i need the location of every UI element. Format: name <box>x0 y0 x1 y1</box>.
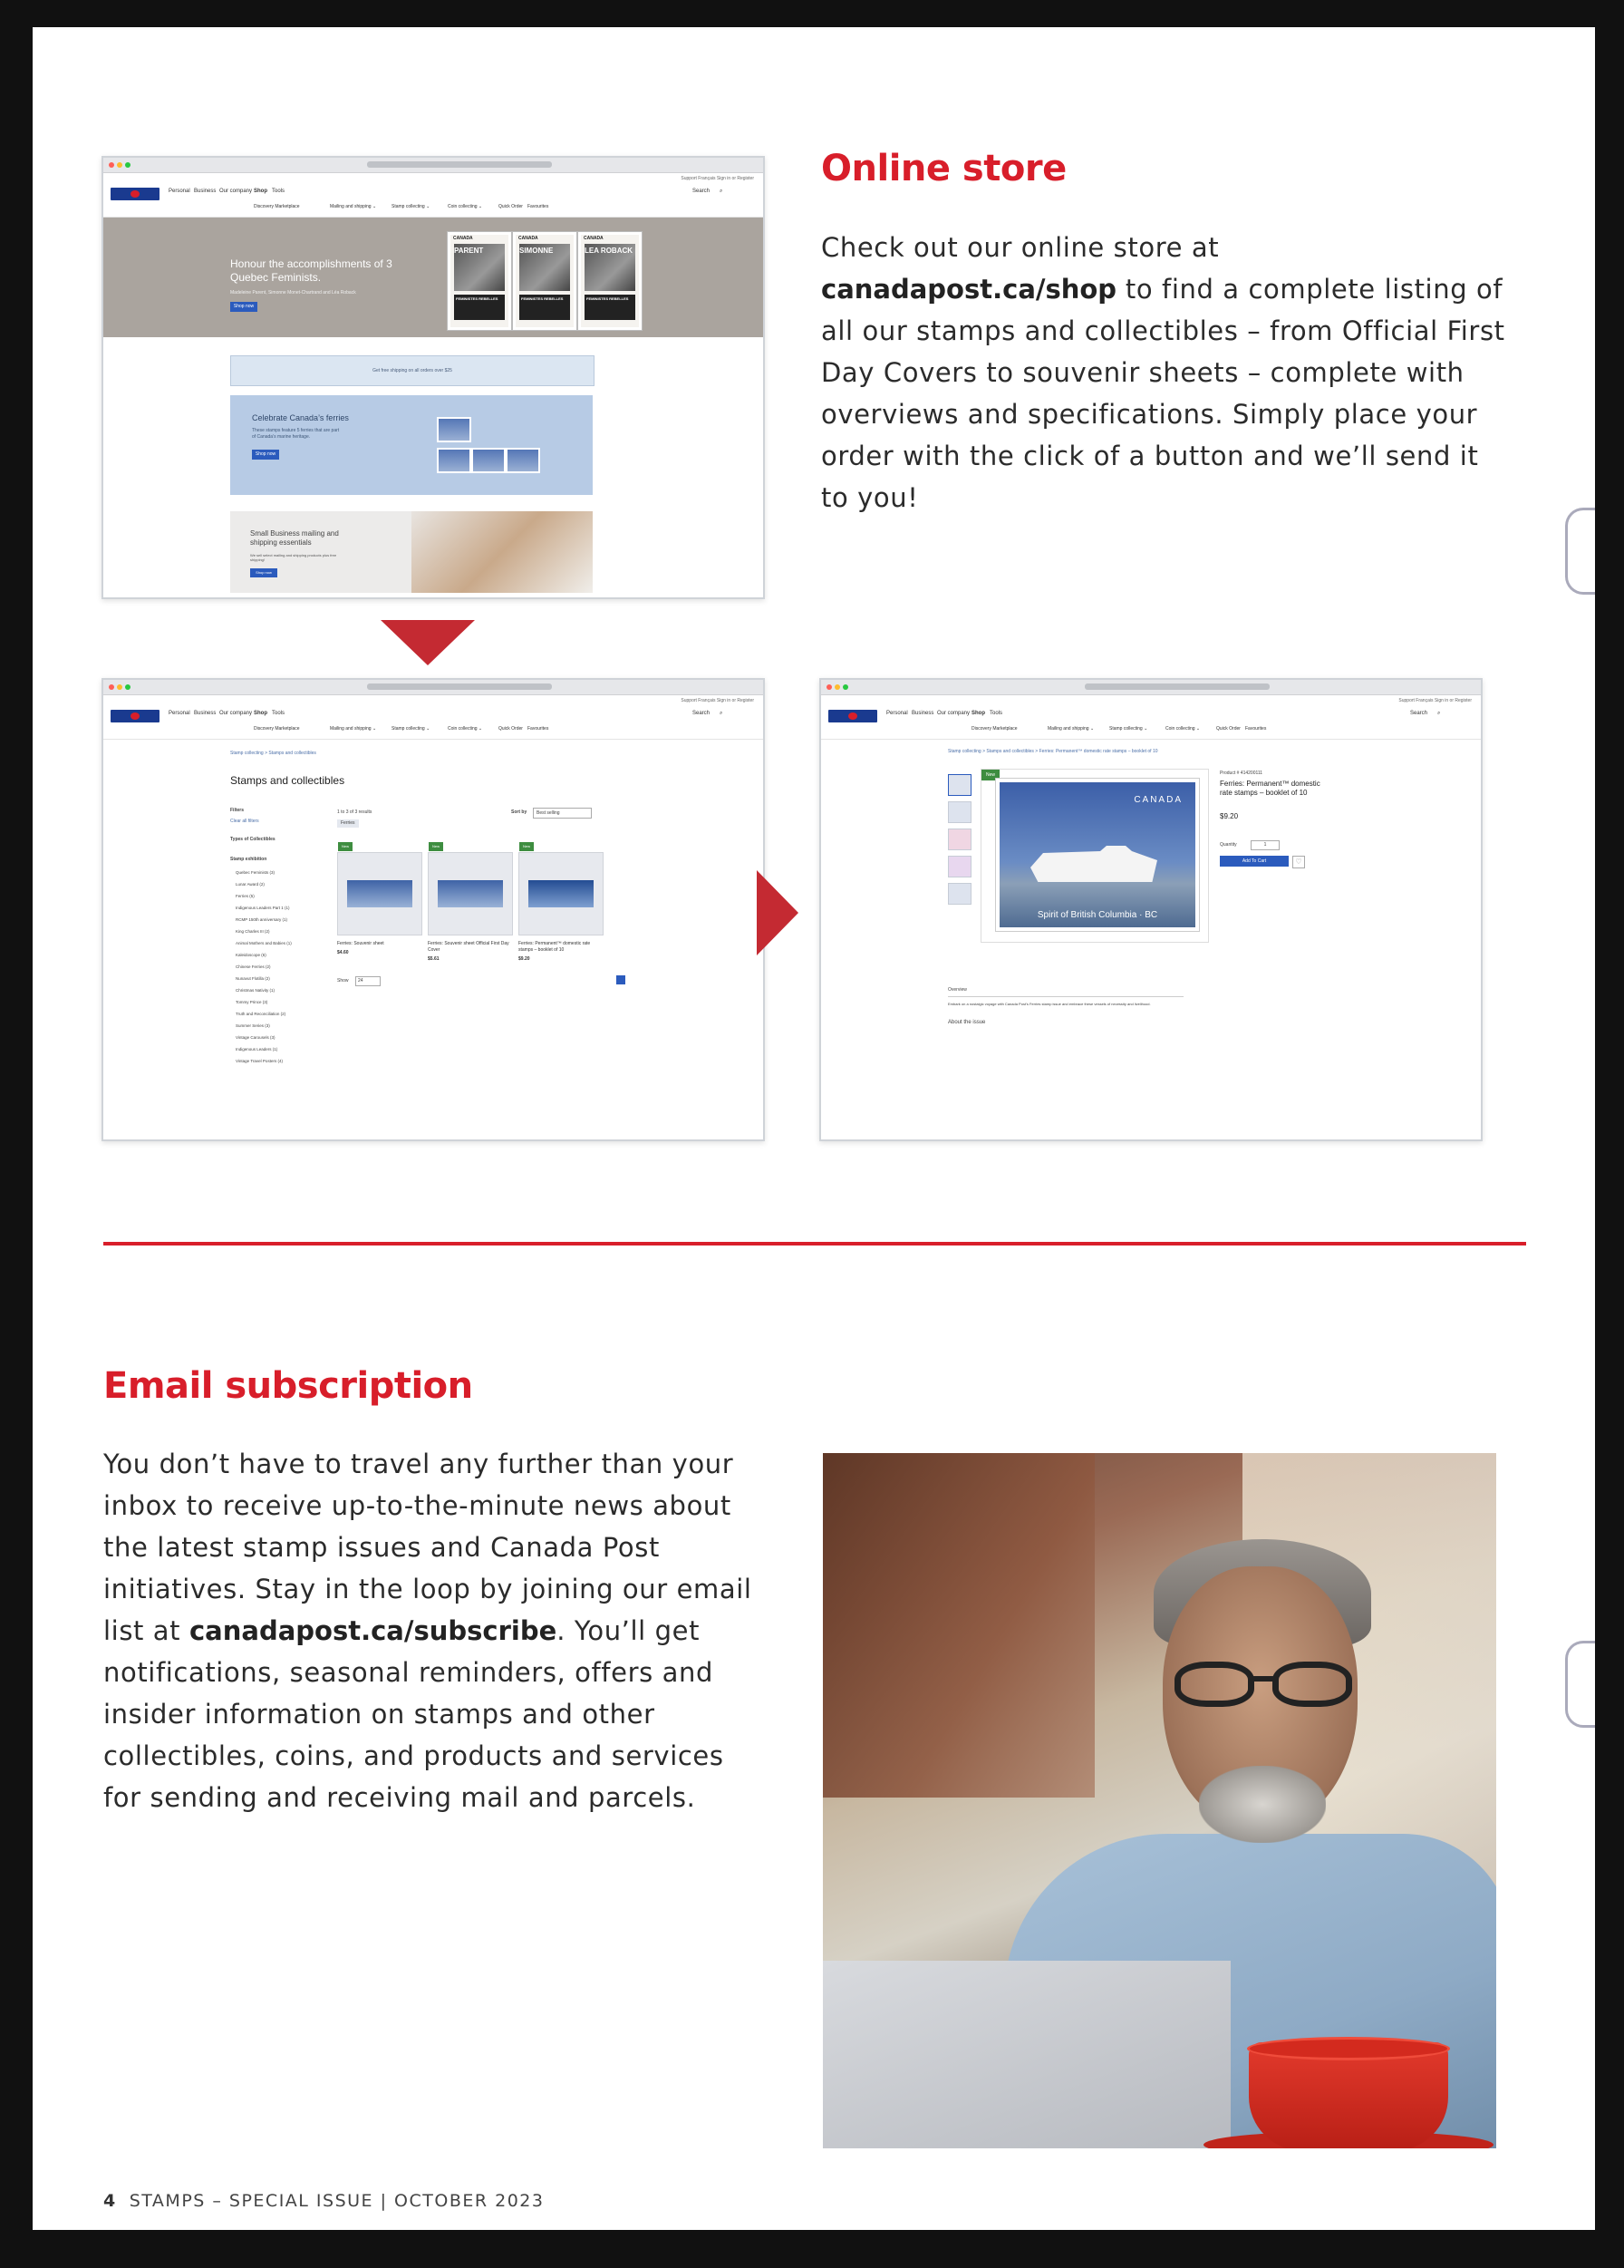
subnav-stamp-collecting[interactable]: Stamp collecting ⌄ <box>392 204 430 209</box>
beard <box>1199 1766 1326 1843</box>
show-select[interactable]: 24 <box>355 976 381 986</box>
utility-links[interactable]: Support Français Sign in or Register <box>1398 698 1472 703</box>
search-label[interactable]: Search <box>692 711 710 716</box>
result-count: 1 to 3 of 3 results <box>337 809 372 815</box>
product-name: Ferries: Permanent™ domestic rate stamps – booklet of 10 <box>1220 780 1320 797</box>
product-price: $4.60 <box>337 950 349 955</box>
subscribe-link[interactable]: canadapost.ca/subscribe <box>188 1615 557 1646</box>
minimize-dot-icon <box>117 684 122 690</box>
red-cup-rim <box>1247 2037 1450 2060</box>
subnav-mailing[interactable]: Mailing and shipping ⌄ <box>330 204 377 209</box>
new-badge: New <box>429 842 443 851</box>
filter-item[interactable]: Vintage Travel Posters (4) <box>236 1059 283 1063</box>
maximize-dot-icon <box>125 684 130 690</box>
ferries-promo <box>230 395 593 495</box>
subnav-quick-order[interactable]: Quick Order <box>498 726 523 732</box>
ferry-ship-shape <box>1030 846 1157 882</box>
subnav-stamp-collecting[interactable]: Stamp collecting ⌄ <box>1109 726 1148 732</box>
overview-heading[interactable]: Overview <box>948 984 1184 997</box>
stamp-country: CANADA <box>1134 795 1183 805</box>
product-name[interactable]: Ferries: Permanent™ domestic rate stamps – booklet of 10 <box>518 941 591 953</box>
page-title: Stamps and collectibles <box>230 774 345 787</box>
thumbnail[interactable] <box>948 883 972 905</box>
email-subscription-body <box>103 1443 756 1818</box>
email-body-post: . You’ll get notifications, seasonal reminders, offers and insider information on stamps and other collectibles, coins, and products and services for sending and receiving mail and parcels. <box>103 1615 724 1813</box>
stamp-exhibition-heading[interactable]: Stamp exhibition <box>230 857 267 862</box>
brick-wall <box>823 1453 1095 1798</box>
nav-shop[interactable]: Shop <box>972 711 985 716</box>
nav-tools[interactable]: Tools <box>272 189 285 194</box>
product-image <box>347 880 412 907</box>
product-card[interactable] <box>428 844 513 935</box>
filter-item[interactable]: Animal Mothers and Babies (1) <box>236 941 292 945</box>
utility-links[interactable]: Support Français Sign in or Register <box>681 698 754 703</box>
about-issue-heading: About the issue <box>948 1020 986 1025</box>
subnav-favourites[interactable]: Favourites <box>527 726 549 732</box>
filter-item[interactable]: Summer Series (3) <box>236 1023 270 1028</box>
stamp-simonne <box>513 232 576 330</box>
section-divider <box>103 1242 1526 1245</box>
product-card[interactable] <box>518 844 604 935</box>
product-name[interactable]: Ferries: Souvenir sheet Official First Day Cover <box>428 941 509 953</box>
url-bar[interactable] <box>1085 683 1270 690</box>
binder-clip-icon <box>1565 508 1595 595</box>
clear-filters-link[interactable]: Clear all filters <box>230 819 259 824</box>
ferries-subtitle: These stamps feature 5 ferries that are part of Canada’s marine heritage. <box>252 428 340 440</box>
online-store-body <box>821 227 1510 519</box>
breadcrumb[interactable]: Stamp collecting > Stamps and collectibles > Ferries: Permanent™ domestic rate stamps – booklet of 10 <box>948 749 1158 754</box>
stamp-name: LEA ROBACK <box>585 247 633 255</box>
sort-label: Sort by <box>511 809 527 815</box>
stamp-name: SIMONNE <box>519 247 554 255</box>
quantity-stepper[interactable]: 1 <box>1251 840 1280 850</box>
subnav-coin-collecting[interactable]: Coin collecting ⌄ <box>448 204 483 209</box>
quantity-label: Quantity <box>1220 842 1237 848</box>
glasses-bridge <box>1252 1676 1274 1682</box>
screenshot-listing <box>102 678 765 1141</box>
filter-item[interactable]: RCMP 150th anniversary (1) <box>236 917 287 922</box>
laptop <box>823 1961 1231 2148</box>
show-label: Show <box>337 978 349 984</box>
maximize-dot-icon <box>125 162 130 168</box>
hero-banner <box>103 218 763 337</box>
man-at-laptop-photo <box>823 1453 1496 2148</box>
thumbnail[interactable] <box>948 774 972 796</box>
page-number: 4 <box>103 2191 117 2211</box>
close-dot-icon <box>109 684 114 690</box>
biz-shop-button[interactable]: Shop now <box>250 568 277 577</box>
search-label[interactable]: Search <box>1410 711 1428 716</box>
hero-title: Honour the accomplishments of 3 Quebec Feminists. <box>230 257 392 284</box>
stamp-footer: FEMINISTES REBELLES <box>585 295 635 320</box>
filter-item[interactable]: Chinese Ferries (2) <box>236 964 271 969</box>
subnav-quick-order[interactable]: Quick Order <box>1216 726 1241 732</box>
ferries-shop-button[interactable]: Shop now <box>252 450 279 460</box>
thumbnail[interactable] <box>948 856 972 877</box>
canada-post-logo[interactable] <box>111 710 160 722</box>
small-business-promo <box>230 511 593 593</box>
page-footer <box>103 2191 544 2211</box>
ferry-stamp-thumb <box>437 417 471 442</box>
hero-subtitle: Madeleine Parent, Simonne Monet-Chartrand and Léa Roback <box>230 290 356 296</box>
stamp-name: PARENT <box>454 247 484 255</box>
stamp-country: CANADA <box>584 236 604 241</box>
filter-item[interactable]: Lunar Award (2) <box>236 882 265 887</box>
arrow-right-icon <box>757 870 798 955</box>
online-store-body-pre: Check out our online store at <box>821 232 1220 263</box>
free-shipping-banner[interactable]: Get free shipping on all orders over $25 <box>230 355 594 386</box>
subnav-mailing[interactable]: Mailing and shipping ⌄ <box>330 726 377 732</box>
glasses-icon <box>1174 1662 1360 1709</box>
right-lens <box>1272 1662 1352 1707</box>
stamp-footer: FEMINISTES REBELLES <box>454 295 505 320</box>
filters-label: Filters <box>230 808 245 813</box>
stamp-roback <box>578 232 642 330</box>
email-body-pre: You don’t have to travel any further than your inbox to receive up-to-the-minute news about the latest stamp issues and Canada Post initiatives. Stay in the loop by joining our email list at <box>103 1449 752 1646</box>
search-icon[interactable]: ⌕ <box>720 189 723 194</box>
product-price: $5.61 <box>428 956 440 962</box>
product-image <box>438 880 503 907</box>
product-card[interactable] <box>337 844 422 935</box>
new-badge: New <box>338 842 353 851</box>
left-lens <box>1174 1662 1254 1707</box>
filter-item[interactable]: Kaleidoscope (6) <box>236 953 266 957</box>
subnav-coin-collecting[interactable]: Coin collecting ⌄ <box>448 726 483 732</box>
nav-shop[interactable]: Shop <box>254 189 267 194</box>
thumbnail[interactable] <box>948 801 972 823</box>
subnav-favourites[interactable]: Favourites <box>527 204 549 209</box>
product-id: Product # 414200111 <box>1220 771 1263 776</box>
binder-clip-icon <box>1565 1641 1595 1728</box>
nav-business[interactable]: Business <box>194 189 217 194</box>
nav-tools[interactable]: Tools <box>272 711 285 716</box>
ferry-stamp-thumb <box>437 448 471 473</box>
types-of-collectibles[interactable]: Types of Collectibles <box>230 837 276 842</box>
nav-shop[interactable]: Shop <box>254 711 267 716</box>
filter-item[interactable]: Ferries (5) <box>236 894 255 898</box>
new-badge: New <box>519 842 534 851</box>
filter-item[interactable]: Truth and Reconciliation (2) <box>236 1012 286 1016</box>
subnav-discovery[interactable]: Discovery Marketplace <box>972 726 1018 732</box>
screenshot-home <box>102 156 765 599</box>
biz-title: Small Business mailing and shipping essentials <box>250 529 339 547</box>
ferry-stamp-thumb <box>471 448 506 473</box>
favourite-heart-icon[interactable]: ♡ <box>1292 856 1305 868</box>
subnav-stamp-collecting[interactable]: Stamp collecting ⌄ <box>392 726 430 732</box>
filter-item[interactable]: King Charles III (2) <box>236 929 270 934</box>
filter-item[interactable]: Tommy Prince (3) <box>236 1000 268 1004</box>
browser-chrome <box>103 158 763 173</box>
sort-select[interactable]: Best selling <box>533 808 592 819</box>
overview-text: Embark on a nostalgic voyage with Canada Post’s Ferries stamp issue and embrace these vessels of necessity and livelihood. <box>948 1002 1151 1006</box>
search-label[interactable]: Search <box>692 189 710 194</box>
maximize-dot-icon <box>843 684 848 690</box>
online-store-body-post: to find a complete listing of all our stamps and collectibles – from Official First Day Covers to souvenir sheets – complete with overviews and specifications. Simply place your order with the click of a button and we’ll send it to you! <box>821 274 1505 513</box>
nav-personal[interactable]: Personal <box>886 711 908 716</box>
nav-our-company[interactable]: Our company <box>219 711 253 716</box>
subnav-discovery[interactable]: Discovery Marketplace <box>254 204 300 209</box>
filter-item[interactable]: Indigenous Leaders (1) <box>236 1047 278 1052</box>
product-image <box>528 880 594 907</box>
subnav-quick-order[interactable]: Quick Order <box>498 204 523 209</box>
site-header <box>103 695 763 740</box>
thumbnail[interactable] <box>948 829 972 850</box>
utility-links[interactable]: Support Français Sign in or Register <box>681 176 754 181</box>
site-header <box>103 173 763 218</box>
breadcrumb[interactable]: Stamp collecting > Stamps and collectibles <box>230 751 316 756</box>
browser-chrome <box>103 680 763 695</box>
browser-chrome <box>821 680 1481 695</box>
close-dot-icon <box>109 162 114 168</box>
filter-item[interactable]: Vintage Carousels (3) <box>236 1035 276 1040</box>
subnav-discovery[interactable]: Discovery Marketplace <box>254 726 300 732</box>
biz-subtitle: We sell select mailing and shipping products plus free shipping! <box>250 553 337 562</box>
stamp-country: CANADA <box>453 236 473 241</box>
nav-tools[interactable]: Tools <box>990 711 1003 716</box>
footer-text: STAMPS – SPECIAL ISSUE | OCTOBER 2023 <box>129 2191 545 2211</box>
filter-item[interactable]: Indigenous Leaders Part 1 (1) <box>236 906 290 910</box>
product-name[interactable]: Ferries: Souvenir sheet <box>337 941 384 946</box>
subnav-favourites[interactable]: Favourites <box>1245 726 1267 732</box>
url-bar[interactable] <box>367 683 552 690</box>
search-icon[interactable]: ⌕ <box>1437 711 1441 716</box>
stamp-caption: Spirit of British Columbia · BC <box>1037 910 1158 920</box>
nav-personal[interactable]: Personal <box>169 189 190 194</box>
site-header <box>821 695 1481 740</box>
add-to-cart-button[interactable]: Add To Cart <box>1220 856 1289 867</box>
product-price: $9.20 <box>518 956 530 962</box>
stamp-parent <box>448 232 511 330</box>
biz-photo <box>411 511 593 593</box>
nav-business[interactable]: Business <box>912 711 934 716</box>
search-icon[interactable]: ⌕ <box>720 711 723 716</box>
filter-list <box>236 867 326 1067</box>
screenshot-product <box>819 678 1483 1141</box>
shop-link[interactable]: canadapost.ca/shop <box>821 274 1117 305</box>
stamp-footer: FEMINISTES REBELLES <box>519 295 570 320</box>
hero-shop-button[interactable]: Shop now <box>230 302 257 312</box>
minimize-dot-icon <box>117 162 122 168</box>
ferries-title: Celebrate Canada’s ferries <box>252 413 349 422</box>
nav-our-company[interactable]: Our company <box>937 711 971 716</box>
filter-item[interactable]: Christmas Nativity (1) <box>236 988 276 993</box>
new-badge: New <box>981 770 1000 780</box>
url-bar[interactable] <box>367 161 552 168</box>
minimize-dot-icon <box>835 684 840 690</box>
filter-item[interactable]: Nunavut Flotilla (2) <box>236 976 270 981</box>
nav-personal[interactable]: Personal <box>169 711 190 716</box>
canada-post-logo[interactable] <box>828 710 877 722</box>
nav-our-company[interactable]: Our company <box>219 189 253 194</box>
active-filter-chip[interactable]: Ferries <box>337 819 359 828</box>
email-subscription-heading: Email subscription <box>103 1365 473 1407</box>
subnav-mailing[interactable]: Mailing and shipping ⌄ <box>1048 726 1095 732</box>
product-price: $9.20 <box>1220 812 1239 820</box>
product-image-viewer[interactable] <box>981 769 1209 943</box>
nav-business[interactable]: Business <box>194 711 217 716</box>
filter-item[interactable]: Quebec Feminists (3) <box>236 870 276 875</box>
online-store-heading: Online store <box>821 148 1067 189</box>
canada-post-logo[interactable] <box>111 188 160 200</box>
subnav-coin-collecting[interactable]: Coin collecting ⌄ <box>1165 726 1201 732</box>
stamp-country: CANADA <box>518 236 538 241</box>
ferry-stamp-thumb <box>506 448 540 473</box>
next-page-button[interactable] <box>616 975 625 984</box>
magazine-page <box>33 27 1595 2230</box>
close-dot-icon <box>826 684 832 690</box>
ferry-stamp-image <box>996 779 1199 931</box>
arrow-down-icon <box>381 620 475 665</box>
